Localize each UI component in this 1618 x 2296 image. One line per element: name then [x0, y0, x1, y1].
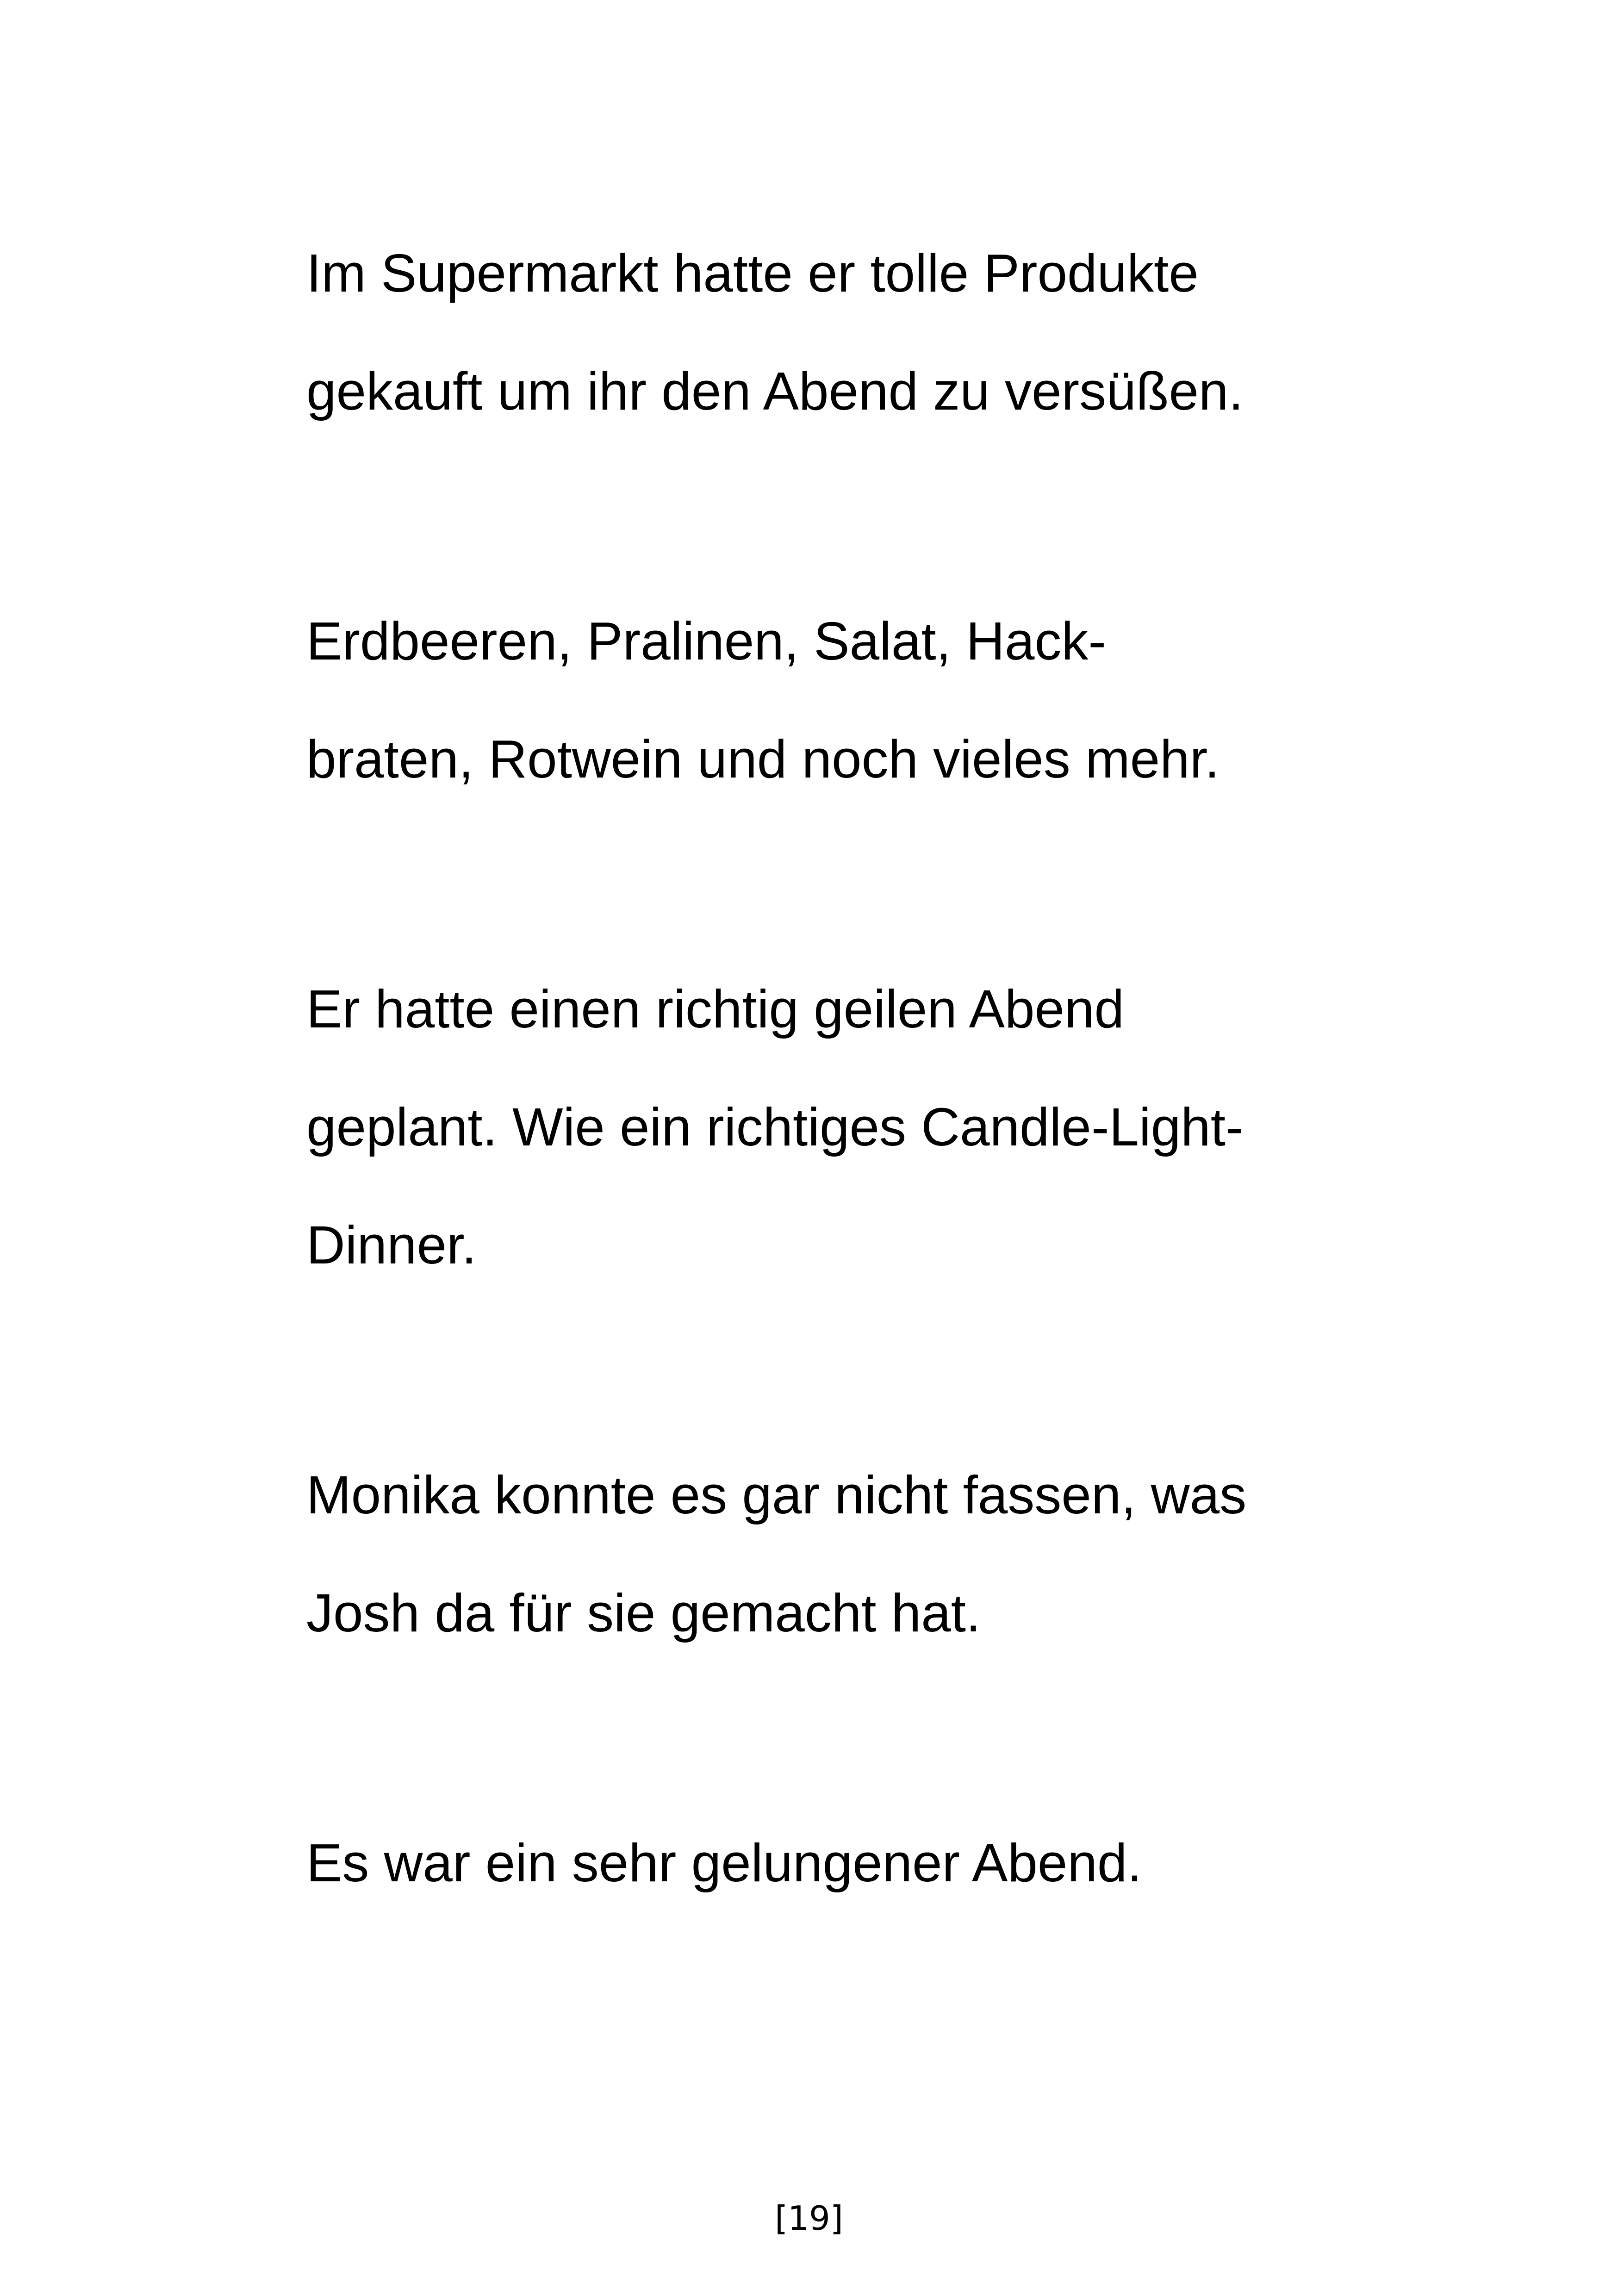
text-line: Dinner. [306, 1215, 477, 1275]
page-number: [19] [775, 2199, 843, 2238]
text-line: braten, Rotwein und noch vieles mehr. [306, 729, 1220, 789]
text-line: Im Supermarkt hatte er tolle Produkte [306, 243, 1199, 303]
text-line: Josh da für sie gemacht hat. [306, 1583, 981, 1643]
text-line: Monika konnte es gar nicht fassen, was [306, 1465, 1247, 1525]
text-line: Er hatte einen richtig geilen Abend [306, 979, 1125, 1039]
text-line: geplant. Wie ein richtiges Candle-Light- [306, 1097, 1244, 1157]
text-line: gekauft um ihr den Abend zu versüßen. [306, 361, 1244, 421]
text-line: Es war ein sehr gelungener Abend. [306, 1833, 1142, 1893]
text-line: Erdbeeren, Pralinen, Salat, Hack- [306, 611, 1106, 671]
